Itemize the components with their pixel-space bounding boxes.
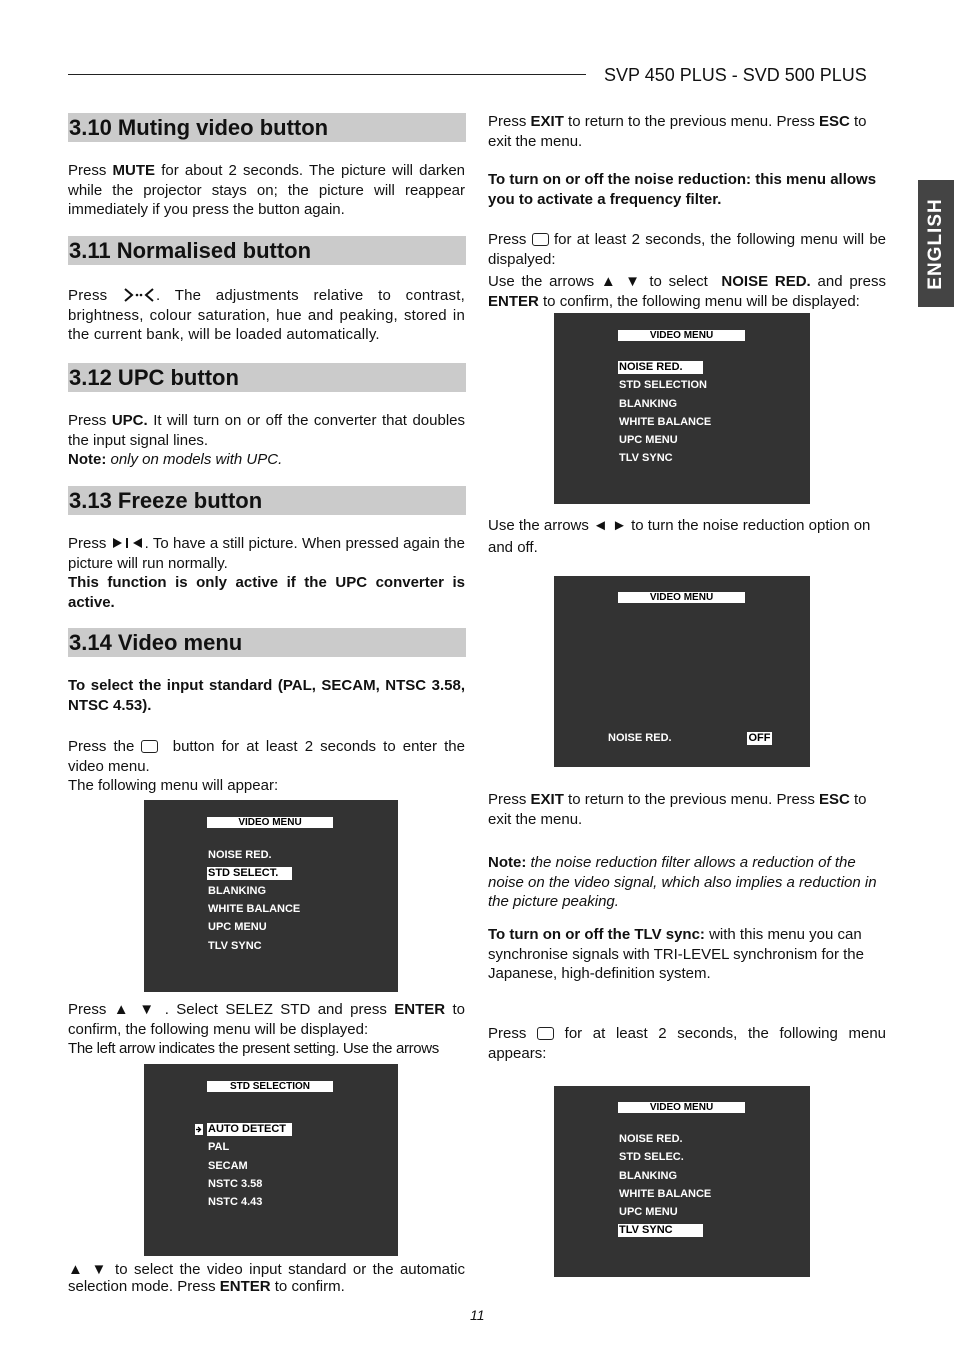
text: . The adjustments relative to contrast, brightness, colour saturation, hue and peaking, stored in the current bank, will be loaded automatically. [68, 287, 465, 343]
text: It will turn on or off the converter that doubles the input signal lines. [68, 412, 466, 449]
text: Press [488, 1025, 527, 1042]
key-noise-red: NOISE RED. [721, 273, 811, 290]
text: to exit the menu. [488, 791, 867, 828]
menu-item: WHITE BALANCE [619, 1188, 712, 1200]
text: Press [68, 162, 107, 179]
menu-title: VIDEO MENU [618, 1102, 745, 1113]
video-menu-screen-3 [554, 1086, 810, 1277]
model-title: SVP 450 PLUS - SVD 500 PLUS [604, 65, 867, 85]
key-esc: ESC [819, 113, 850, 130]
text: to return to the previous menu. Press [568, 113, 815, 130]
key-mute: MUTE [112, 162, 156, 179]
text: and press [817, 273, 887, 290]
para-3-10 [68, 161, 465, 220]
video-menu-screen-2 [554, 313, 810, 504]
menu-item-selected: TLV SYNC [618, 1224, 703, 1237]
menu-button-icon [532, 233, 549, 246]
menu-button-icon [537, 1027, 554, 1040]
menu-item: NOISE RED. [619, 1133, 683, 1145]
heading-3-12: 3.12 UPC button [68, 363, 466, 392]
para-3-14-confirm [68, 1262, 465, 1295]
para-exit-2 [488, 790, 886, 829]
menu-item-selected: AUTO DETECT [207, 1123, 292, 1136]
menu-item: BLANKING [619, 1170, 678, 1182]
menu-item: UPC MENU [619, 434, 678, 446]
key-exit: EXIT [530, 113, 564, 130]
para-noise-select [488, 272, 886, 311]
menu-title: VIDEO MENU [618, 592, 745, 603]
freeze-icon [111, 537, 145, 549]
key-exit: EXIT [530, 791, 564, 808]
note-text: the noise reduction filter allows a reduction of the noise on the video signal, which also implies a reduction in the picture peaking. [488, 854, 877, 910]
menu-item: WHITE BALANCE [619, 416, 712, 428]
key-upc: UPC. [111, 412, 148, 429]
menu-item: UPC MENU [208, 921, 267, 933]
para-3-14-press [68, 737, 465, 796]
noise-red-label: NOISE RED. [608, 732, 672, 744]
para-noise-note [488, 853, 886, 912]
para-noise-toggle: Use the arrows ◄ ► to turn the noise reduction option on and off. [488, 517, 871, 556]
heading-3-13: 3.13 Freeze button [68, 486, 466, 515]
text: for about 2 seconds. The picture will darken while the projector stays on; the picture will reappear immediately if you press the button again. [68, 162, 466, 218]
text: for at least 2 seconds, the following menu will be dispalyed: [488, 231, 887, 268]
bold-note: This function is only active if the UPC converter is active. [68, 574, 465, 611]
menu-item: TLV SYNC [619, 452, 673, 464]
para-3-14-arrow: The left arrow indicates the present setting. Use the arrows [68, 1040, 439, 1057]
key-enter: ENTER [488, 292, 539, 310]
bold-tlv: To turn on or off the TLV sync: [488, 926, 705, 943]
text: Press [488, 231, 527, 248]
note-label: Note: [68, 451, 107, 468]
text: to confirm, the following menu will be displayed: [68, 1001, 465, 1038]
para-3-14-select [68, 1000, 465, 1039]
text: . To have a still picture. When pressed again the picture will run normally. [68, 535, 465, 572]
heading-3-10: 3.10 Muting video button [68, 113, 466, 142]
text: Press [68, 287, 108, 304]
heading-3-11: 3.11 Normalised button [68, 236, 466, 265]
text: for at least 2 seconds, the following menu appears: [488, 1025, 887, 1062]
text: Press [68, 535, 107, 552]
menu-item: NOISE RED. [208, 849, 272, 861]
text: ▲ ▼ to select the video input standard or the automatic selection mode. Press [68, 1261, 465, 1295]
menu-title: STD SELECTION [207, 1081, 333, 1092]
text: Use the arrows ▲ ▼ to select [488, 273, 708, 290]
text: Press the [68, 738, 135, 755]
language-tab [918, 180, 954, 307]
menu-item: SECAM [208, 1160, 248, 1172]
text: to exit the menu. [488, 113, 867, 150]
para-noise-press [488, 230, 886, 269]
para-tlv [488, 925, 886, 984]
text: Press [68, 412, 107, 429]
menu-title: VIDEO MENU [618, 330, 745, 341]
para-3-11 [68, 286, 465, 345]
menu-item: TLV SYNC [208, 940, 262, 952]
std-selection-screen [144, 1064, 398, 1256]
menu-item-selected: STD SELECT. [207, 867, 292, 880]
language-tab-label: ENGLISH [925, 197, 946, 290]
key-enter: ENTER [394, 1001, 446, 1018]
menu-item: STD SELEC. [619, 1151, 684, 1163]
bold-intro: To select the input standard (PAL, SECAM, NTSC 3.58, NTSC 4.53). [68, 677, 465, 714]
menu-item: WHITE BALANCE [208, 903, 301, 915]
menu-item: NSTC 4.43 [208, 1196, 263, 1208]
menu-item: PAL [208, 1141, 230, 1153]
text: Press [488, 791, 527, 808]
text: with this menu you can synchronise signals with TRI-LEVEL synchronism for the Japanese, high-definition system. [488, 926, 864, 982]
key-enter: ENTER [219, 1277, 271, 1295]
text: to confirm. [274, 1277, 345, 1295]
para-3-13 [68, 534, 465, 612]
text: Press [488, 113, 527, 130]
menu-item: UPC MENU [619, 1206, 678, 1218]
key-esc: ESC [819, 791, 850, 808]
para-3-12 [68, 411, 465, 470]
text: to confirm, the following menu will be displayed: [543, 292, 860, 310]
para-exit-1 [488, 112, 886, 151]
note-text: only on models with UPC. [110, 451, 283, 468]
note-label: Note: [488, 854, 527, 871]
current-setting-arrow-icon [195, 1124, 203, 1135]
para-noise-intro [488, 170, 886, 209]
menu-title: VIDEO MENU [207, 817, 333, 828]
text: Press ▲ ▼ . Select SELEZ STD and press [68, 1001, 387, 1018]
page-number: 11 [470, 1307, 485, 1323]
menu-item-selected: NOISE RED. [618, 361, 703, 374]
text: button for at least 2 seconds to enter the video menu. [68, 738, 465, 775]
noise-red-screen [554, 576, 810, 767]
noise-red-value: OFF [748, 732, 771, 744]
normalise-icon [122, 287, 156, 303]
header-rule [68, 74, 586, 75]
menu-item: BLANKING [208, 885, 267, 897]
para-3-14-intro [68, 676, 465, 715]
text: The following menu will appear: [68, 777, 279, 794]
video-menu-screen-1 [144, 800, 398, 992]
menu-item: BLANKING [619, 398, 678, 410]
menu-item: STD SELECTION [619, 379, 708, 391]
para-tlv-press [488, 1024, 886, 1063]
menu-button-icon [141, 740, 158, 753]
heading-3-14: 3.14 Video menu [68, 628, 466, 657]
menu-item: NSTC 3.58 [208, 1178, 263, 1190]
bold-intro: To turn on or off the noise reduction: this menu allows you to activate a frequency filter. [488, 171, 877, 208]
text: to return to the previous menu. Press [568, 791, 815, 808]
